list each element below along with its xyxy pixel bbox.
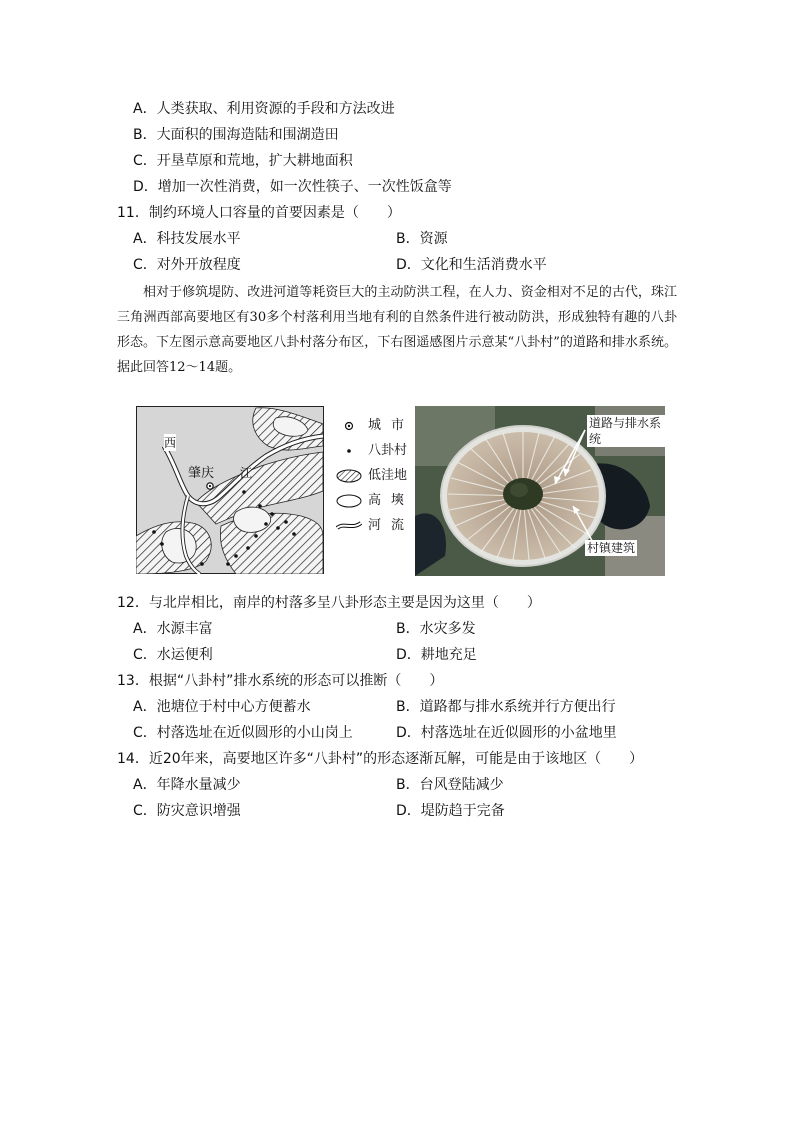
city-circle-icon	[336, 418, 362, 434]
photo-label-road-drainage: 道路与排水系统	[587, 415, 665, 447]
q10-option-c: C．开垦草原和荒地，扩大耕地面积	[133, 153, 353, 169]
q11-option-d: D．文化和生活消费水平	[396, 257, 547, 273]
legend-label: 河流	[368, 518, 415, 533]
q13-option-a: A．池塘位于村中心方便蓄水	[133, 699, 311, 715]
q13-option-b: B．道路都与排水系统并行方便出行	[396, 699, 616, 715]
q11-option-a: A．科技发展水平	[133, 231, 241, 247]
remote-sensing-image	[415, 406, 665, 576]
q14-option-c: C．防灾意识增强	[133, 803, 241, 819]
river-line-icon	[336, 518, 362, 534]
legend-label: 低洼地	[368, 468, 408, 483]
highland-blank-icon	[336, 493, 362, 509]
distribution-map	[136, 406, 324, 574]
q13-option-c: C．村落选址在近似圆形的小山岗上	[133, 725, 353, 741]
photo-label-buildings: 村镇建筑	[587, 541, 636, 555]
q12-stem: 12．与北岸相比，南岸的村落多呈八卦形态主要是因为这里（ ）	[117, 595, 541, 611]
river-label-xi: 西	[164, 436, 177, 450]
map-legend	[332, 418, 415, 568]
passage-text: 相对于修筑堤防、改进河道等耗资巨大的主动防洪工程，在人力、资金相对不足的古代，珠江三角洲西部高要地区有30多个村落利用当地有利的自然条件进行被动防洪，形成独特有趣的八卦形态。下左图示意高要地区八卦村落分布区，下右图遥感图片示意某“八卦村”的道路和排水系统。据此回答12～14题。	[117, 285, 677, 375]
q12-option-b: B．水灾多发	[396, 621, 476, 637]
q12-option-c: C．水运便利	[133, 647, 213, 663]
legend-label: 八卦村	[368, 443, 408, 458]
reading-passage	[117, 280, 677, 380]
q14-option-a: A．年降水量减少	[133, 777, 241, 793]
q13-stem: 13．根据“八卦村”排水系统的形态可以推断（ ）	[117, 673, 444, 689]
q11-option-c: C．对外开放程度	[133, 257, 241, 273]
q10-option-d: D．增加一次性消费，如一次性筷子、一次性饭盒等	[133, 179, 452, 195]
lowland-hatch-icon	[336, 468, 362, 484]
q12-option-a: A．水源丰富	[133, 621, 213, 637]
q13-option-d: D．村落选址在近似圆形的小盆地里	[396, 725, 617, 741]
q11-option-b: B．资源	[396, 231, 448, 247]
q11-stem: 11．制约环境人口容量的首要因素是（ ）	[117, 205, 401, 221]
q10-option-b: B．大面积的围海造陆和围湖造田	[133, 127, 339, 143]
q14-stem: 14．近20年来，高要地区许多“八卦村”的形态逐渐瓦解，可能是由于该地区（ ）	[117, 751, 644, 767]
q14-option-d: D．堤防趋于完备	[396, 803, 505, 819]
city-label: 肇庆	[188, 466, 215, 481]
q12-option-d: D．耕地充足	[396, 647, 477, 663]
q14-option-b: B．台风登陆减少	[396, 777, 504, 793]
legend-label: 城市	[368, 418, 415, 433]
legend-label: 高塽	[368, 493, 415, 508]
village-dot-icon	[336, 443, 362, 459]
q10-option-a: A．人类获取、利用资源的手段和方法改进	[133, 101, 395, 117]
river-label-jiang: 江	[240, 466, 253, 480]
